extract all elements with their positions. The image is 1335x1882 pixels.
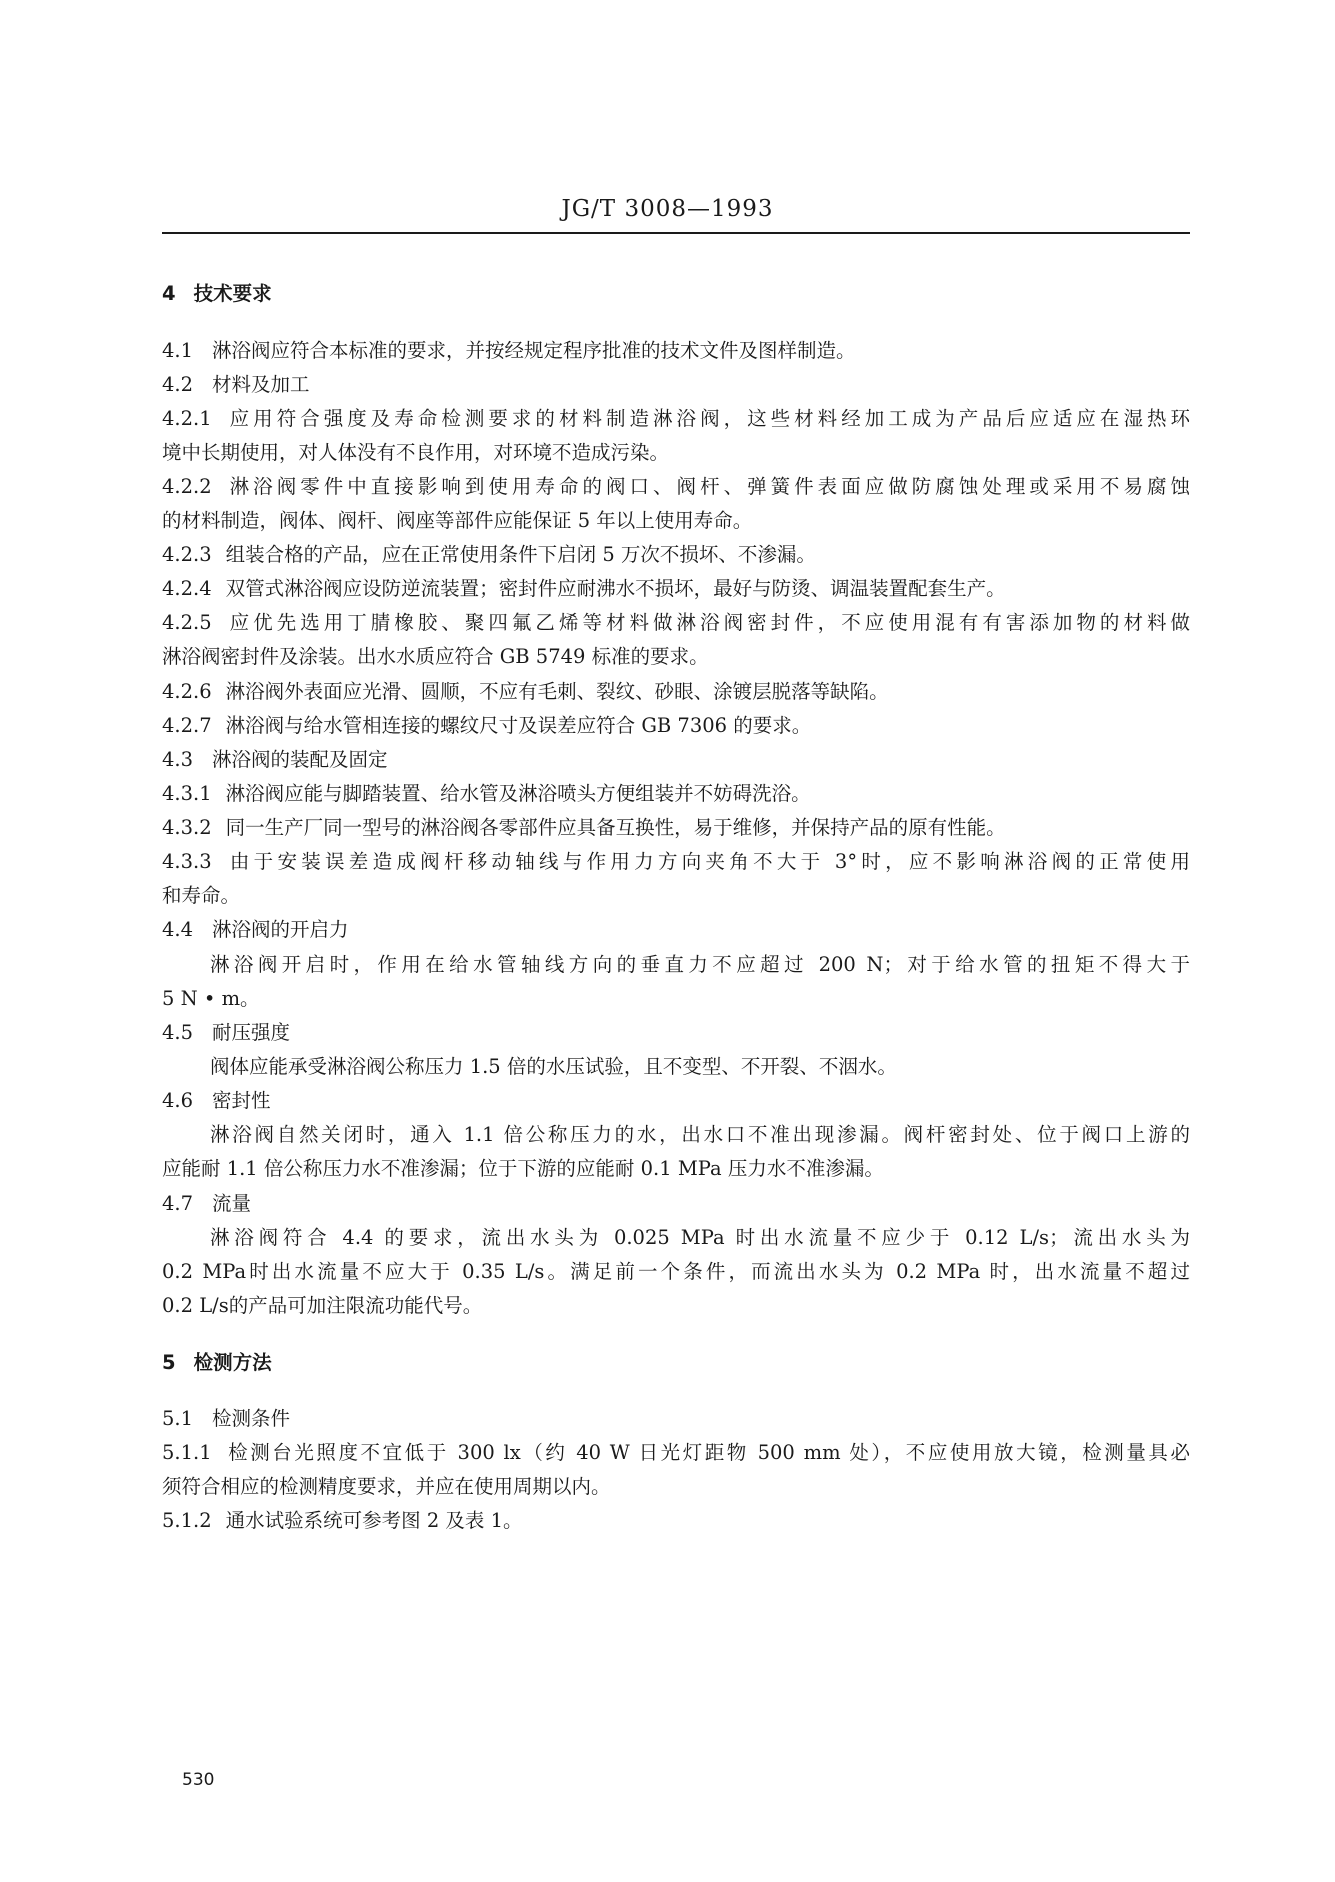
clause-body: 阀体应能承受淋浴阀公称压力 1.5 倍的水压试验，且不变型、不开裂、不洇水。: [210, 1055, 897, 1078]
clause-heading: 5.1 检测条件: [162, 1407, 291, 1430]
clause-heading: 4.6 密封性: [162, 1089, 271, 1112]
clause-heading: 4.4 淋浴阀的开启力: [162, 918, 349, 941]
clause-continuation: 境中长期使用，对人体没有不良作用，对环境不造成污染。: [162, 441, 670, 464]
clause: 4.2.6 淋浴阀外表面应光滑、圆顺，不应有毛刺、裂纹、砂眼、涂镀层脱落等缺陷。: [162, 680, 889, 703]
clause-continuation: 0.2 L/s的产品可加注限流功能代号。: [162, 1294, 483, 1317]
clause-heading: 4.3 淋浴阀的装配及固定: [162, 748, 388, 771]
clause: 4.2.7 淋浴阀与给水管相连接的螺纹尺寸及误差应符合 GB 7306 的要求。: [162, 714, 812, 737]
clause: 5.1.1 检测台光照度不宜低于 300 lx（约 40 W 日光灯距物 500 mm 处），不应使用放大镜，检测量具必: [162, 1441, 1190, 1464]
clause-body: 淋浴阀自然关闭时，通入 1.1 倍公称压力的水，出水口不准出现渗漏。阀杆密封处、位于阀口上游的: [210, 1123, 1190, 1146]
section-heading: 4 技术要求: [162, 282, 272, 305]
section-heading: 5 检测方法: [162, 1351, 272, 1374]
clause: 4.1 淋浴阀应符合本标准的要求，并按经规定程序批准的技术文件及图样制造。: [162, 339, 856, 362]
standard-code-header: JG/T 3008—1993: [561, 196, 774, 222]
page-number: 530: [182, 1770, 215, 1790]
clause-body: 淋浴阀符合 4.4 的要求，流出水头为 0.025 MPa 时出水流量不应少于 0.12 L/s；流出水头为: [210, 1226, 1190, 1249]
clause: 4.2.1 应用符合强度及寿命检测要求的材料制造淋浴阀，这些材料经加工成为产品后应适应在湿热环: [162, 407, 1190, 430]
clause-continuation: 应能耐 1.1 倍公称压力水不准渗漏；位于下游的应能耐 0.1 MPa 压力水不准渗漏。: [162, 1157, 884, 1180]
clause-continuation: 5 N • m。: [162, 987, 260, 1010]
clause: 4.2.5 应优先选用丁腈橡胶、聚四氟乙烯等材料做淋浴阀密封件，不应使用混有有害添加物的材料做: [162, 611, 1190, 634]
clause-continuation: 须符合相应的检测精度要求，并应在使用周期以内。: [162, 1475, 611, 1498]
clause-body: 淋浴阀开启时，作用在给水管轴线方向的垂直力不应超过 200 N；对于给水管的扭矩不得大于: [210, 953, 1190, 976]
clause: 4.3.3 由于安装误差造成阀杆移动轴线与作用力方向夹角不大于 3°时，应不影响淋浴阀的正常使用: [162, 850, 1190, 873]
clause-continuation: 淋浴阀密封件及涂装。出水水质应符合 GB 5749 标准的要求。: [162, 645, 709, 668]
clause: 4.3.1 淋浴阀应能与脚踏装置、给水管及淋浴喷头方便组装并不妨碍洗浴。: [162, 782, 811, 805]
clause: 5.1.2 通水试验系统可参考图 2 及表 1。: [162, 1509, 523, 1532]
clause-heading: 4.5 耐压强度: [162, 1021, 291, 1044]
header-rule: [162, 232, 1190, 234]
clause-heading: 4.7 流量: [162, 1192, 252, 1215]
clause-continuation: 的材料制造，阀体、阀杆、阀座等部件应能保证 5 年以上使用寿命。: [162, 509, 753, 532]
clause: 4.2.4 双管式淋浴阀应设防逆流装置；密封件应耐沸水不损坏，最好与防烫、调温装置配套生产。: [162, 577, 1006, 600]
clause: 4.2.3 组装合格的产品，应在正常使用条件下启闭 5 万次不损坏、不渗漏。: [162, 543, 816, 566]
clause-continuation: 和寿命。: [162, 884, 241, 907]
clause: 4.3.2 同一生产厂同一型号的淋浴阀各零部件应具备互换性，易于维修，并保持产品的原有性能。: [162, 816, 1006, 839]
clause-heading: 4.2 材料及加工: [162, 373, 310, 396]
clause: 4.2.2 淋浴阀零件中直接影响到使用寿命的阀口、阀杆、弹簧件表面应做防腐蚀处理或采用不易腐蚀: [162, 475, 1190, 498]
clause-continuation: 0.2 MPa时出水流量不应大于 0.35 L/s。满足前一个条件，而流出水头为 0.2 MPa 时，出水流量不超过: [162, 1260, 1190, 1283]
